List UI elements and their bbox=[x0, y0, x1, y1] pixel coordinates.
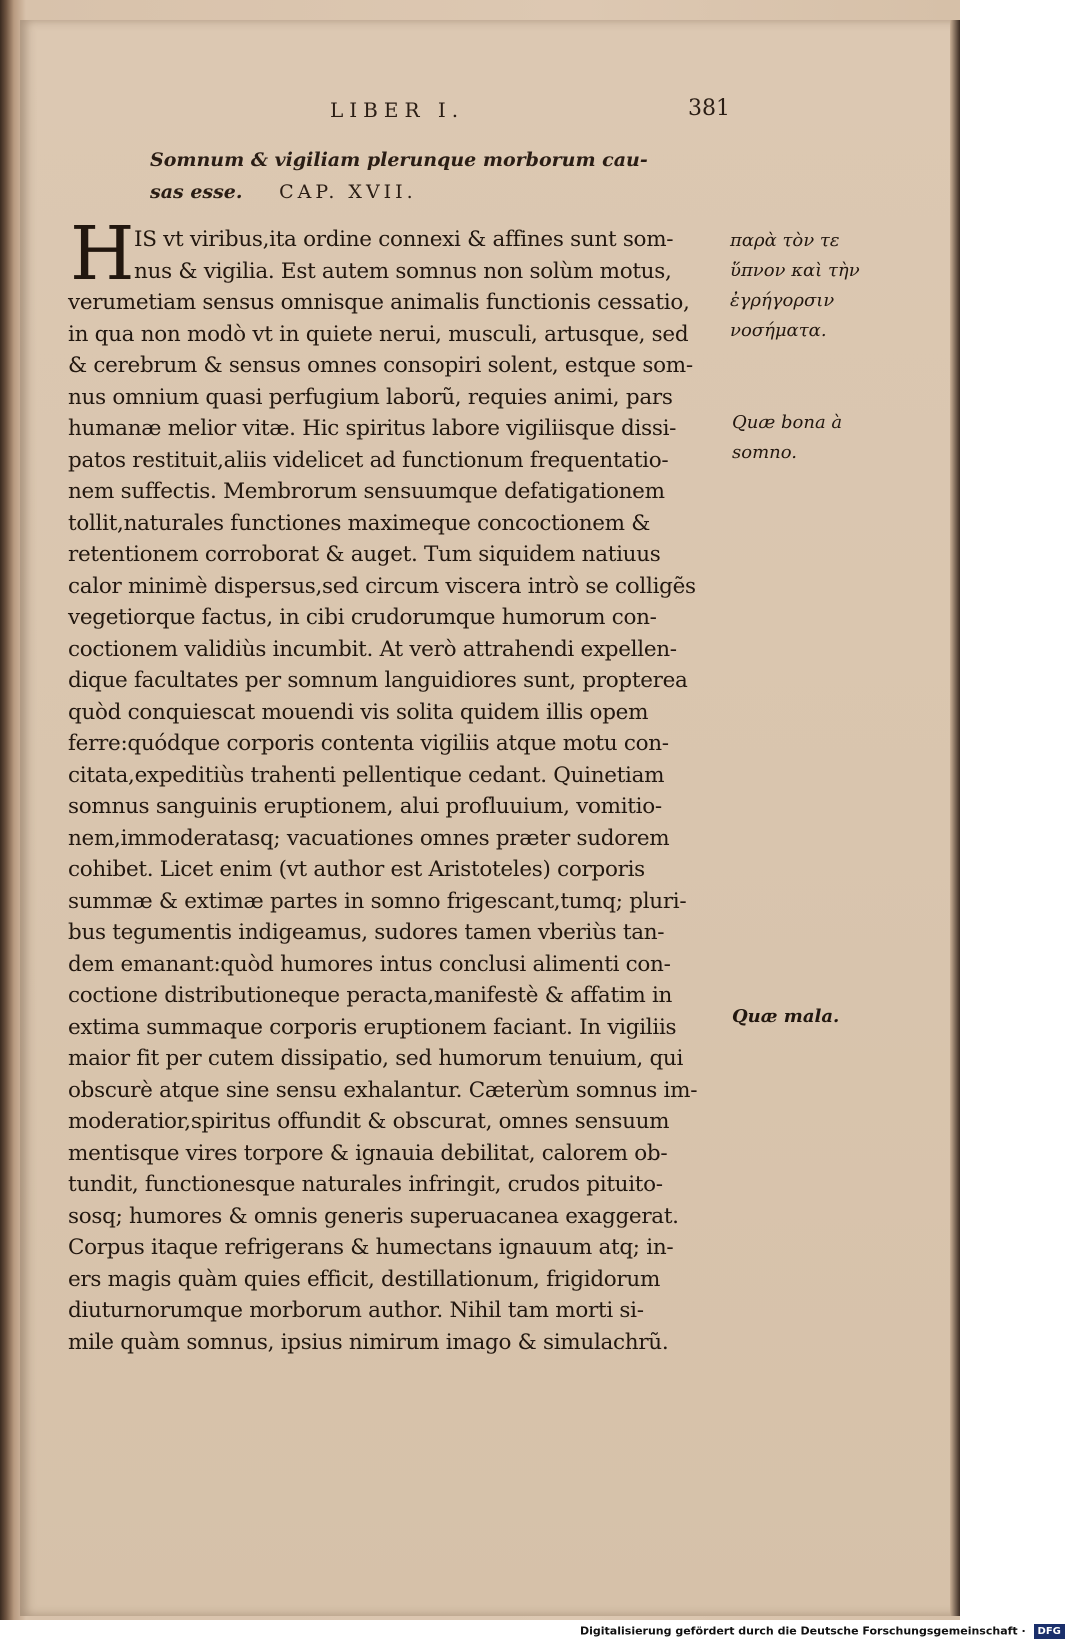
text-line: dique facultates per somnum languidiores sunt, propterea bbox=[68, 668, 688, 693]
text-line: sosq; humores & omnis generis superuacanea exaggerat. bbox=[68, 1203, 679, 1229]
text-line: IS vt viribus,ita ordine connexi & affines sunt som- bbox=[134, 227, 674, 252]
page-number: 381 bbox=[688, 96, 730, 121]
greek-line: ὕπνον καὶ τὴν bbox=[730, 260, 860, 281]
text-line: Corpus itaque refrigerans & humectans ignauum atq; in- bbox=[68, 1235, 674, 1260]
greek-line: νοσήματα. bbox=[730, 320, 827, 341]
bona-line: somno. bbox=[732, 442, 797, 463]
text-line: maior fit per cutem dissipatio, sed humorum tenuium, qui bbox=[68, 1046, 684, 1071]
text-line: calor minimè dispersus,sed circum viscera intrò se colligẽs bbox=[68, 573, 696, 599]
text-line: in qua non modò vt in quiete nerui, musculi, artusque, sed bbox=[68, 321, 689, 347]
text-line: tundit, functionesque naturales infringit, crudos pituito- bbox=[68, 1172, 663, 1197]
margin-note-greek bbox=[730, 226, 860, 346]
text-line: humanæ melior vitæ. Hic spiritus labore vigiliisque dissi- bbox=[68, 416, 677, 441]
text-line: mile quàm somnus, ipsius nimirum imago & simulachrũ. bbox=[68, 1329, 669, 1355]
dfg-logo-icon: DFG bbox=[1034, 1624, 1065, 1639]
chapter-number: CAP. XVII. bbox=[279, 181, 417, 203]
text-line: cohibet. Licet enim (vt author est Aristoteles) corporis bbox=[68, 857, 645, 882]
text-line: nus & vigilia. Est autem somnus non solùm motus, bbox=[134, 258, 672, 284]
body-text bbox=[68, 211, 730, 1358]
text-line: retentionem corroborat & auget. Tum siquidem natiuus bbox=[68, 542, 661, 567]
margin-note-bona bbox=[732, 408, 842, 468]
text-line: somnus sanguinis eruptionem, alui profluuium, vomitio- bbox=[68, 794, 662, 819]
margin-note-mala: Quæ mala. bbox=[732, 1006, 840, 1027]
text-line: diuturnorumque morborum author. Nihil tam morti si- bbox=[68, 1298, 644, 1323]
text-line: verumetiam sensus omnisque animalis functionis cessatio, bbox=[68, 290, 690, 315]
text-line: bus tegumentis indigeamus, sudores tamen vberiùs tan- bbox=[68, 920, 665, 945]
text-line: vegetiorque factus, in cibi crudorumque humorum con- bbox=[68, 605, 657, 630]
credit-text: Digitalisierung gefördert durch die Deutsche Forschungsgemeinschaft · bbox=[580, 1624, 1026, 1638]
text-line: ers magis quàm quies efficit, destillationum, frigidorum bbox=[68, 1266, 661, 1292]
text-line: nem,immoderatasq; vacuationes omnes præter sudorem bbox=[68, 825, 670, 851]
text-line: tollit,naturales functiones maximeque concoctionem & bbox=[68, 510, 651, 536]
text-line: citata,expeditiùs trahenti pellentique cedant. Quinetiam bbox=[68, 762, 665, 788]
greek-line: παρὰ τὸν τε bbox=[730, 230, 840, 251]
bona-line: Quæ bona à bbox=[732, 412, 843, 433]
text-line: coctione distributioneque peracta,manifestè & affatim in bbox=[68, 983, 673, 1008]
text-line: coctionem validiùs incumbit. At verò attrahendi expellen- bbox=[68, 636, 677, 662]
text-line: obscurè atque sine sensu exhalantur. Cæterùm somnus im- bbox=[68, 1077, 698, 1103]
drop-cap-initial: H bbox=[70, 211, 135, 297]
text-line: summæ & extimæ partes in somno frigescant,tumq; pluri- bbox=[68, 888, 687, 914]
chapter-title-line-1: Somnum & vigiliam plerunque morborum cau- bbox=[150, 149, 648, 171]
chapter-title-line-2-text: sas esse. bbox=[150, 181, 243, 203]
chapter-heading bbox=[150, 144, 670, 208]
text-line: mentisque vires torpore & ignauia debilitat, calorem ob- bbox=[68, 1140, 668, 1166]
text-line: dem emanant:quòd humores intus conclusi alimenti con- bbox=[68, 951, 671, 977]
text-line: nus omnium quasi perfugium laborũ, requies animi, pars bbox=[68, 384, 673, 410]
greek-line: ἐγρήγορσιν bbox=[730, 290, 835, 311]
digitization-credit bbox=[580, 1624, 1065, 1639]
text-line: nem suffectis. Membrorum sensuumque defatigationem bbox=[68, 479, 665, 504]
text-line: moderatior,spiritus offundit & obscurat, omnes sensuum bbox=[68, 1109, 670, 1134]
text-line: ferre:quódque corporis contenta vigiliis atque motu con- bbox=[68, 731, 669, 756]
text-line: extima summaque corporis eruptionem faciant. In vigiliis bbox=[68, 1014, 677, 1040]
chapter-title-line-2 bbox=[150, 176, 670, 208]
text-line: & cerebrum & sensus omnes consopiri solent, estque som- bbox=[68, 353, 693, 378]
page-edge-shadow bbox=[950, 20, 960, 1616]
text-line: patos restituit,aliis videlicet ad functionum frequentatio- bbox=[68, 447, 669, 473]
running-head: LIBER I. bbox=[330, 98, 465, 122]
text-line: quòd conquiescat mouendi vis solita quidem illis opem bbox=[68, 699, 649, 725]
